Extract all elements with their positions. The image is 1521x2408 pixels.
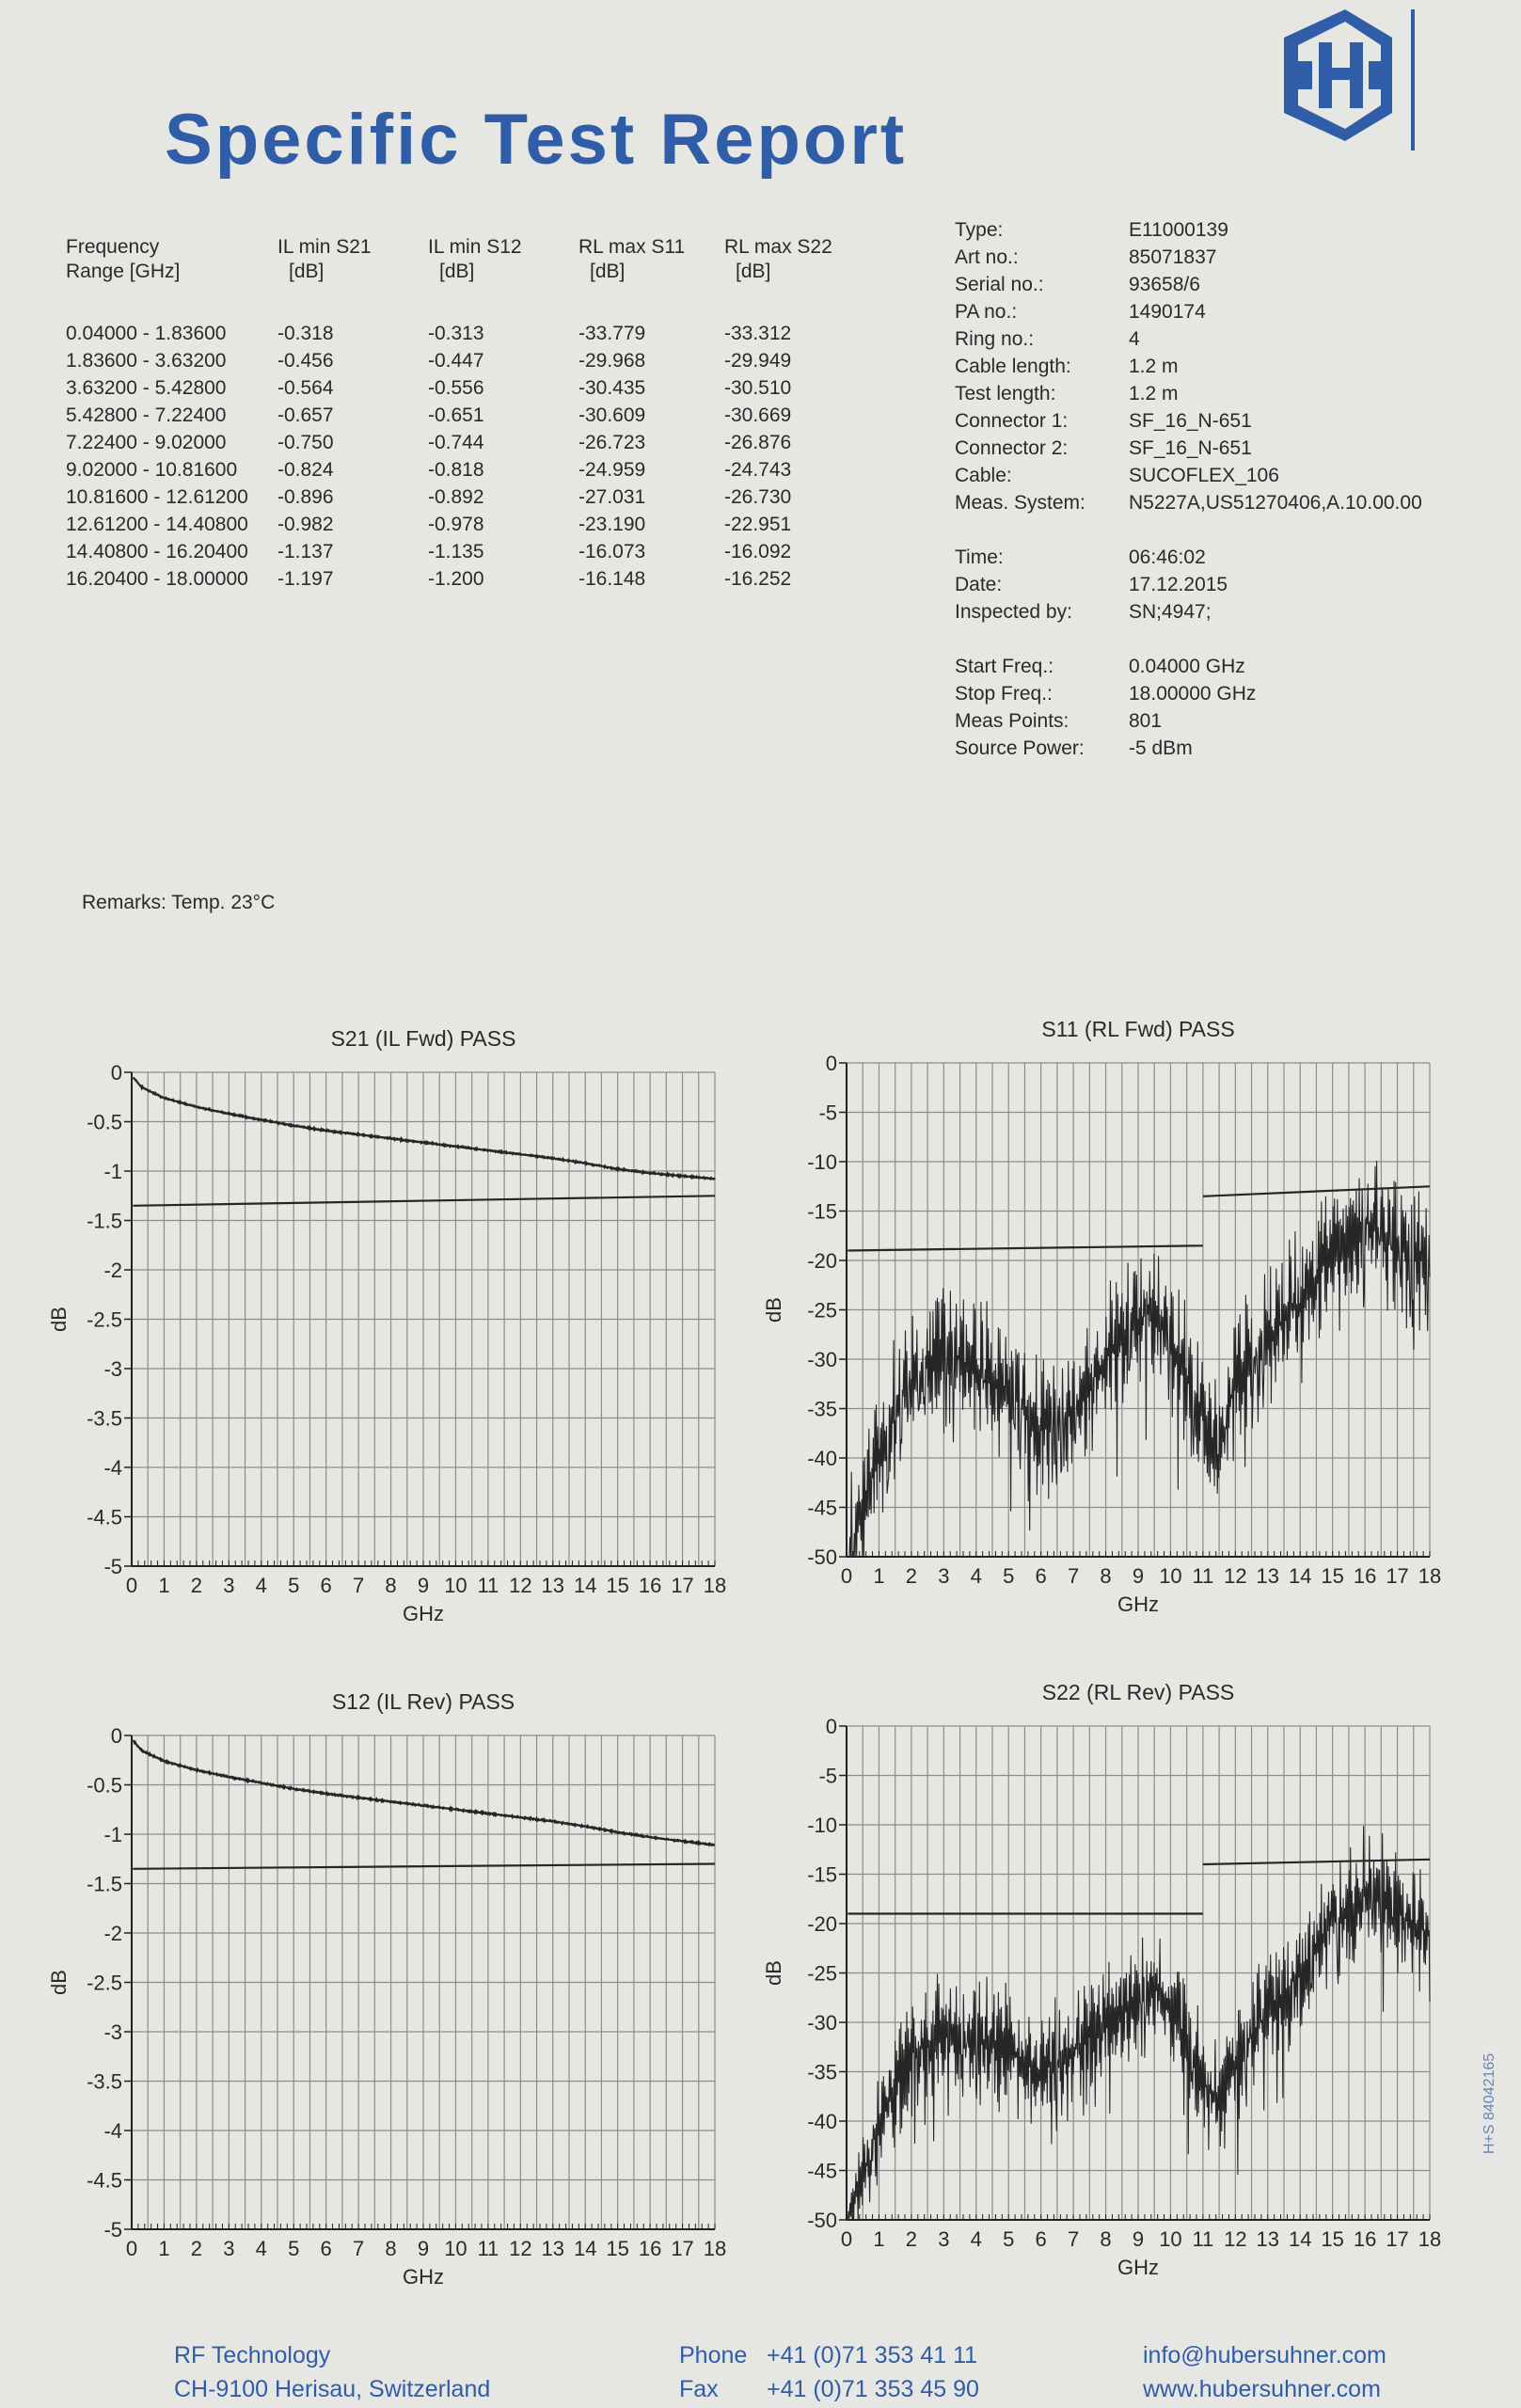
table-cell: -0.896 bbox=[277, 486, 334, 508]
footer-web[interactable]: www.hubersuhner.com bbox=[1143, 2376, 1381, 2402]
y-tick-label: 0 bbox=[110, 1724, 122, 1748]
y-tick-label: -10 bbox=[807, 1814, 837, 1837]
info-label: Start Freq.: bbox=[955, 656, 1054, 677]
report-title: Specific Test Report bbox=[165, 100, 908, 180]
chart-svg bbox=[743, 1679, 1442, 2300]
chart-svg bbox=[28, 1025, 727, 1646]
y-tick-label: -15 bbox=[807, 1862, 837, 1887]
info-value: SUCOFLEX_106 bbox=[1129, 465, 1279, 486]
x-tick-label: 12 bbox=[1224, 1564, 1247, 1588]
y-axis-label: dB bbox=[762, 1297, 785, 1323]
remarks: Remarks: Temp. 23°C bbox=[82, 892, 276, 913]
header-line: Frequency bbox=[66, 236, 160, 258]
info-label: Cable: bbox=[955, 465, 1012, 486]
x-tick-label: 13 bbox=[541, 2237, 565, 2260]
footer-phone-label: Phone bbox=[679, 2342, 748, 2368]
x-tick-label: 9 bbox=[417, 1574, 430, 1597]
table-cell: -33.779 bbox=[578, 323, 646, 344]
chart-title: S22 (RL Rev) PASS bbox=[1041, 1680, 1235, 1704]
x-tick-label: 11 bbox=[1192, 2227, 1214, 2251]
x-tick-label: 18 bbox=[703, 1574, 727, 1597]
x-tick-label: 0 bbox=[125, 2237, 138, 2260]
y-tick-label: -45 bbox=[807, 2159, 837, 2183]
table-cell: -0.447 bbox=[428, 350, 484, 372]
x-tick-label: 1 bbox=[158, 1574, 170, 1597]
info-value: SF_16_N-651 bbox=[1129, 410, 1252, 432]
table-cell: -1.200 bbox=[428, 568, 484, 590]
y-tick-label: 0 bbox=[825, 1715, 837, 1738]
info-label: Serial no.: bbox=[955, 274, 1044, 295]
info-label: Meas Points: bbox=[955, 710, 1069, 732]
document-code: H+S 84042165 bbox=[1481, 2052, 1497, 2154]
y-tick-label: -40 bbox=[807, 1447, 837, 1470]
table-cell: -0.564 bbox=[277, 377, 334, 399]
x-tick-label: 11 bbox=[477, 2237, 499, 2260]
x-tick-label: 16 bbox=[1353, 2227, 1377, 2251]
x-tick-label: 18 bbox=[1418, 1564, 1442, 1588]
y-tick-label: -20 bbox=[807, 1912, 837, 1936]
table-cell: -16.252 bbox=[724, 568, 792, 590]
header-line: IL min S21 bbox=[277, 236, 372, 258]
table-cell: -0.651 bbox=[428, 404, 484, 426]
table-cell: 14.40800 - 16.20400 bbox=[66, 541, 248, 562]
table-cell: -30.669 bbox=[724, 404, 792, 426]
footer-address: CH-9100 Herisau, Switzerland bbox=[174, 2376, 491, 2402]
info-label: Source Power: bbox=[955, 737, 1085, 759]
col-s22 bbox=[724, 235, 832, 593]
x-tick-label: 6 bbox=[1035, 2227, 1047, 2251]
info-label: Connector 1: bbox=[955, 410, 1069, 432]
x-tick-label: 7 bbox=[1067, 2227, 1080, 2251]
table-cell: -0.456 bbox=[277, 350, 334, 372]
footer-phone: +41 (0)71 353 41 11 bbox=[767, 2342, 978, 2368]
x-tick-label: 3 bbox=[223, 2237, 235, 2260]
y-axis-label: dB bbox=[47, 1970, 71, 1995]
limit-line bbox=[133, 1196, 715, 1206]
table-cell: -24.743 bbox=[724, 459, 792, 481]
y-tick-label: -1.5 bbox=[87, 1872, 122, 1896]
x-axis-label: GHz bbox=[403, 2265, 444, 2289]
col-s11 bbox=[578, 235, 685, 593]
x-tick-label: 5 bbox=[288, 1574, 300, 1597]
table-cell: 16.20400 - 18.00000 bbox=[66, 568, 248, 590]
y-tick-label: -1 bbox=[103, 1160, 122, 1183]
x-tick-label: 8 bbox=[1100, 1564, 1112, 1588]
chart-svg bbox=[743, 1016, 1442, 1637]
y-tick-label: -5 bbox=[103, 2218, 122, 2242]
table-cell: -29.949 bbox=[724, 350, 792, 372]
x-tick-label: 4 bbox=[970, 2227, 982, 2251]
footer-fax: +41 (0)71 353 45 90 bbox=[767, 2376, 979, 2402]
info-label: Meas. System: bbox=[955, 492, 1085, 514]
header-line: [dB] bbox=[736, 261, 771, 282]
limit-line bbox=[133, 1864, 715, 1869]
table-cell: -30.609 bbox=[578, 404, 646, 426]
y-tick-label: -0.5 bbox=[87, 1773, 122, 1798]
info-label: PA no.: bbox=[955, 301, 1018, 323]
x-tick-label: 10 bbox=[444, 1574, 467, 1597]
x-tick-label: 3 bbox=[938, 2227, 950, 2251]
col-header bbox=[66, 235, 248, 292]
y-tick-label: -25 bbox=[807, 1961, 837, 1986]
chart-title: S12 (IL Rev) PASS bbox=[331, 1689, 515, 1714]
col-header bbox=[277, 235, 372, 292]
y-tick-label: -10 bbox=[807, 1150, 837, 1174]
table-cell: 9.02000 - 10.81600 bbox=[66, 459, 238, 481]
chart-s22 bbox=[743, 1679, 1442, 2300]
col-s21 bbox=[277, 235, 372, 593]
table-cell: -1.135 bbox=[428, 541, 484, 562]
col-s12 bbox=[428, 235, 522, 593]
col-header bbox=[724, 235, 832, 292]
y-tick-label: -5 bbox=[818, 1101, 837, 1125]
col-freq bbox=[66, 235, 248, 593]
x-tick-label: 2 bbox=[190, 1574, 203, 1597]
x-tick-label: 3 bbox=[223, 1574, 235, 1597]
x-tick-label: 10 bbox=[444, 2237, 467, 2260]
x-tick-label: 11 bbox=[477, 1574, 499, 1597]
chart-s11 bbox=[743, 1016, 1442, 1637]
x-tick-label: 6 bbox=[320, 1574, 332, 1597]
header-line: [dB] bbox=[590, 261, 626, 282]
y-tick-label: -35 bbox=[807, 1397, 837, 1421]
x-tick-label: 5 bbox=[1003, 1564, 1015, 1588]
measurement-trace bbox=[848, 1826, 1430, 2220]
info-label: Connector 2: bbox=[955, 437, 1069, 459]
table-cell: -22.951 bbox=[724, 514, 792, 535]
header-line: [dB] bbox=[439, 261, 475, 282]
y-tick-label: -3.5 bbox=[87, 1406, 122, 1431]
table-cell: -30.435 bbox=[578, 377, 646, 399]
info-value: E11000139 bbox=[1129, 219, 1228, 241]
limit-line bbox=[848, 1245, 1203, 1250]
info-value: 85071837 bbox=[1129, 246, 1217, 268]
table-cell: -0.818 bbox=[428, 459, 484, 481]
x-axis-label: GHz bbox=[1117, 1592, 1159, 1616]
table-cell: 5.42800 - 7.22400 bbox=[66, 404, 227, 426]
header-line: [dB] bbox=[289, 261, 325, 282]
x-tick-label: 14 bbox=[1288, 2227, 1312, 2251]
info-label: Ring no.: bbox=[955, 328, 1035, 350]
info-value: SF_16_N-651 bbox=[1129, 437, 1252, 459]
header-line: IL min S12 bbox=[428, 236, 522, 258]
table-cell: -0.978 bbox=[428, 514, 484, 535]
table-cell: 12.61200 - 14.40800 bbox=[66, 514, 248, 535]
table-cell: -0.318 bbox=[277, 323, 334, 344]
x-tick-label: 14 bbox=[573, 2237, 597, 2260]
chart-title: S21 (IL Fwd) PASS bbox=[330, 1026, 516, 1051]
y-tick-label: -5 bbox=[818, 1764, 837, 1788]
x-tick-label: 17 bbox=[1386, 2227, 1409, 2251]
x-tick-label: 0 bbox=[125, 1574, 138, 1597]
info-value: 1490174 bbox=[1129, 301, 1206, 323]
x-tick-label: 18 bbox=[1418, 2227, 1442, 2251]
y-tick-label: -30 bbox=[807, 2011, 837, 2035]
y-tick-label: -50 bbox=[807, 2209, 837, 2232]
info-value: 1.2 m bbox=[1129, 356, 1179, 377]
table-cell: -0.657 bbox=[277, 404, 334, 426]
x-tick-label: 0 bbox=[840, 2227, 853, 2251]
info-value: 17.12.2015 bbox=[1129, 574, 1228, 595]
y-tick-label: 0 bbox=[825, 1052, 837, 1075]
table-cell: -16.148 bbox=[578, 568, 646, 590]
x-tick-label: 17 bbox=[1386, 1564, 1409, 1588]
table-cell: -0.313 bbox=[428, 323, 484, 344]
table-cell: -0.744 bbox=[428, 432, 484, 453]
info-label: Time: bbox=[955, 547, 1004, 568]
x-tick-label: 18 bbox=[703, 2237, 727, 2260]
y-tick-label: -3 bbox=[103, 2020, 122, 2044]
header-line: Range [GHz] bbox=[66, 261, 181, 282]
x-tick-label: 6 bbox=[1035, 1564, 1047, 1588]
table-cell: -26.876 bbox=[724, 432, 792, 453]
y-tick-label: -2 bbox=[103, 1259, 122, 1282]
x-tick-label: 17 bbox=[671, 1574, 694, 1597]
x-tick-label: 16 bbox=[1353, 1564, 1377, 1588]
y-tick-label: -2 bbox=[103, 1922, 122, 1945]
x-tick-label: 14 bbox=[573, 1574, 597, 1597]
x-tick-label: 1 bbox=[873, 2227, 885, 2251]
y-tick-label: 0 bbox=[110, 1061, 122, 1085]
x-tick-label: 0 bbox=[840, 1564, 853, 1588]
x-tick-label: 4 bbox=[255, 1574, 267, 1597]
y-tick-label: -20 bbox=[807, 1249, 837, 1273]
table-cell: -16.092 bbox=[724, 541, 792, 562]
table-cell: 0.04000 - 1.83600 bbox=[66, 323, 227, 344]
y-axis-label: dB bbox=[47, 1307, 71, 1332]
y-tick-label: -35 bbox=[807, 2060, 837, 2084]
info-label: Cable length: bbox=[955, 356, 1071, 377]
x-tick-label: 11 bbox=[1192, 1564, 1214, 1588]
info-value: 93658/6 bbox=[1129, 274, 1200, 295]
x-tick-label: 16 bbox=[638, 1574, 662, 1597]
table-cell: -0.892 bbox=[428, 486, 484, 508]
x-tick-label: 1 bbox=[873, 1564, 885, 1588]
info-value: 18.00000 GHz bbox=[1129, 683, 1257, 705]
info-value: 0.04000 GHz bbox=[1129, 656, 1245, 677]
x-tick-label: 14 bbox=[1288, 1564, 1312, 1588]
x-axis-label: GHz bbox=[1117, 2256, 1159, 2279]
info-label: Inspected by: bbox=[955, 601, 1072, 623]
info-value: N5227A,US51270406,A.10.00.00 bbox=[1129, 492, 1422, 514]
x-tick-label: 7 bbox=[352, 1574, 365, 1597]
y-tick-label: -45 bbox=[807, 1496, 837, 1520]
info-value: SN;4947; bbox=[1129, 601, 1212, 623]
table-cell: 10.81600 - 12.61200 bbox=[66, 486, 248, 508]
table-cell: -0.750 bbox=[277, 432, 334, 453]
table-cell: -29.968 bbox=[578, 350, 646, 372]
x-tick-label: 9 bbox=[1132, 1564, 1145, 1588]
y-tick-label: -3 bbox=[103, 1357, 122, 1381]
x-tick-label: 16 bbox=[638, 2237, 662, 2260]
chart-svg bbox=[28, 1688, 727, 2309]
logo-icon bbox=[1251, 9, 1420, 160]
x-tick-label: 3 bbox=[938, 1564, 950, 1588]
x-tick-label: 15 bbox=[1321, 1564, 1344, 1588]
x-tick-label: 2 bbox=[905, 1564, 918, 1588]
info-label: Stop Freq.: bbox=[955, 683, 1053, 705]
x-axis-label: GHz bbox=[403, 1602, 444, 1625]
x-tick-label: 7 bbox=[1067, 1564, 1080, 1588]
info-label: Type: bbox=[955, 219, 1004, 241]
x-tick-label: 8 bbox=[385, 1574, 397, 1597]
x-tick-label: 10 bbox=[1159, 1564, 1182, 1588]
y-tick-label: -0.5 bbox=[87, 1110, 122, 1134]
x-tick-label: 9 bbox=[1132, 2227, 1145, 2251]
x-tick-label: 15 bbox=[606, 2237, 629, 2260]
x-tick-label: 8 bbox=[1100, 2227, 1112, 2251]
table-cell: -24.959 bbox=[578, 459, 646, 481]
table-cell: -26.730 bbox=[724, 486, 792, 508]
x-tick-label: 2 bbox=[190, 2237, 203, 2260]
y-tick-label: -15 bbox=[807, 1199, 837, 1224]
table-cell: -16.073 bbox=[578, 541, 646, 562]
x-tick-label: 6 bbox=[320, 2237, 332, 2260]
y-axis-label: dB bbox=[762, 1960, 785, 1986]
table-cell: -0.556 bbox=[428, 377, 484, 399]
x-tick-label: 13 bbox=[541, 1574, 565, 1597]
y-tick-label: -30 bbox=[807, 1348, 837, 1371]
table-cell: 1.83600 - 3.63200 bbox=[66, 350, 227, 372]
y-tick-label: -25 bbox=[807, 1298, 837, 1323]
x-tick-label: 5 bbox=[1003, 2227, 1015, 2251]
y-tick-label: -2.5 bbox=[87, 1971, 122, 1995]
table-cell: -0.824 bbox=[277, 459, 334, 481]
x-tick-label: 4 bbox=[970, 1564, 982, 1588]
y-tick-label: -4.5 bbox=[87, 1505, 122, 1529]
chart-s21 bbox=[28, 1025, 727, 1646]
y-tick-label: -4 bbox=[103, 1456, 122, 1480]
x-tick-label: 15 bbox=[606, 1574, 629, 1597]
chart-title: S11 (RL Fwd) PASS bbox=[1041, 1017, 1235, 1041]
x-tick-label: 7 bbox=[352, 2237, 365, 2260]
y-tick-label: -50 bbox=[807, 1545, 837, 1569]
info-value: 801 bbox=[1129, 710, 1163, 732]
info-label: Test length: bbox=[955, 383, 1056, 404]
chart-s12 bbox=[28, 1688, 727, 2309]
table-cell: -23.190 bbox=[578, 514, 646, 535]
y-tick-label: -3.5 bbox=[87, 2069, 122, 2094]
table-cell: -33.312 bbox=[724, 323, 792, 344]
header-line: RL max S22 bbox=[724, 236, 832, 258]
table-cell: -1.137 bbox=[277, 541, 334, 562]
table-cell: 3.63200 - 5.42800 bbox=[66, 377, 227, 399]
table-cell: -27.031 bbox=[578, 486, 646, 508]
info-label: Art no.: bbox=[955, 246, 1019, 268]
x-tick-label: 13 bbox=[1256, 1564, 1280, 1588]
x-tick-label: 12 bbox=[1224, 2227, 1247, 2251]
footer-fax-label: Fax bbox=[679, 2376, 719, 2402]
x-tick-label: 17 bbox=[671, 2237, 694, 2260]
x-tick-label: 4 bbox=[255, 2237, 267, 2260]
y-tick-label: -4.5 bbox=[87, 2168, 122, 2193]
measurement-trace bbox=[133, 1740, 715, 1845]
y-tick-label: -5 bbox=[103, 1555, 122, 1578]
x-tick-label: 12 bbox=[509, 1574, 532, 1597]
y-tick-label: -4 bbox=[103, 2119, 122, 2143]
x-tick-label: 13 bbox=[1256, 2227, 1280, 2251]
info-value: 06:46:02 bbox=[1129, 547, 1206, 568]
footer-email[interactable]: info@hubersuhner.com bbox=[1143, 2342, 1386, 2368]
table-cell: -30.510 bbox=[724, 377, 792, 399]
x-tick-label: 15 bbox=[1321, 2227, 1344, 2251]
x-tick-label: 5 bbox=[288, 2237, 300, 2260]
y-tick-label: -40 bbox=[807, 2110, 837, 2133]
x-tick-label: 12 bbox=[509, 2237, 532, 2260]
y-tick-label: -2.5 bbox=[87, 1307, 122, 1332]
table-cell: -0.982 bbox=[277, 514, 334, 535]
table-cell: -26.723 bbox=[578, 432, 646, 453]
col-header bbox=[428, 235, 522, 292]
info-value: 4 bbox=[1129, 328, 1140, 350]
measurement-trace bbox=[133, 1078, 715, 1180]
footer-dept: RF Technology bbox=[174, 2342, 331, 2368]
x-tick-label: 1 bbox=[158, 2237, 170, 2260]
col-header bbox=[578, 235, 685, 292]
header-line: RL max S11 bbox=[578, 236, 686, 258]
x-tick-label: 2 bbox=[905, 2227, 918, 2251]
info-value: -5 dBm bbox=[1129, 737, 1193, 759]
info-value: 1.2 m bbox=[1129, 383, 1179, 404]
info-label: Date: bbox=[955, 574, 1003, 595]
y-tick-label: -1.5 bbox=[87, 1209, 122, 1233]
huber-suhner-logo bbox=[1251, 9, 1420, 160]
footer bbox=[0, 2342, 1521, 2408]
table-cell: -1.197 bbox=[277, 568, 334, 590]
x-tick-label: 10 bbox=[1159, 2227, 1182, 2251]
table-cell: 7.22400 - 9.02000 bbox=[66, 432, 227, 453]
y-tick-label: -1 bbox=[103, 1823, 122, 1846]
x-tick-label: 9 bbox=[417, 2237, 430, 2260]
x-tick-label: 8 bbox=[385, 2237, 397, 2260]
